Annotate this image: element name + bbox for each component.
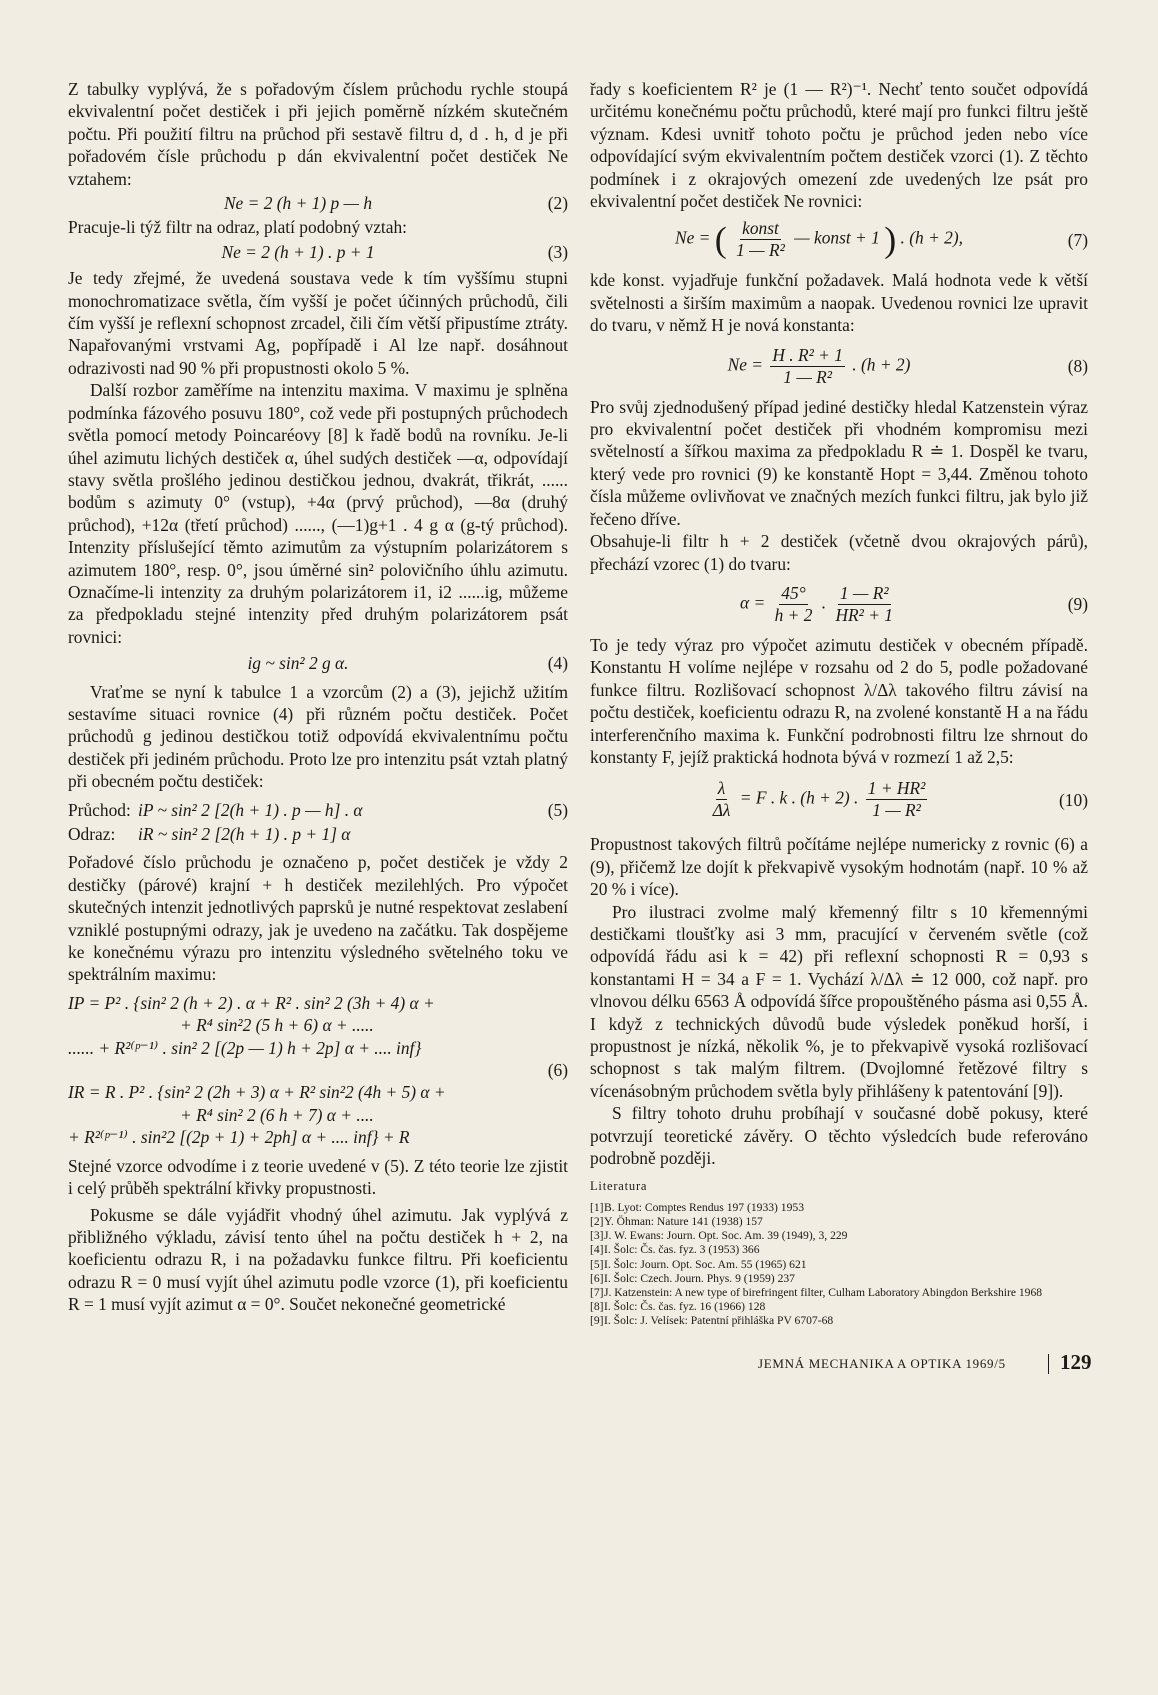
equation-7 <box>590 218 1088 261</box>
equation-line: IP = P² . {sin² 2 (h + 2) . α + R² . sin² 2 (3h + 4) α + <box>68 992 435 1013</box>
equation-5b <box>68 823 568 845</box>
paragraph: Pořadové číslo průchodu je označeno p, počet destiček je vždy 2 destičky (párové) krajní + h destiček mezilehlých. Pro výpočet skutečných intenzit jednotlivých paprsků je nutné respektovat zeslabení vzniklé postupnými odrazy, jak je uvedeno na začátku. Tak dospějeme ke konečnému výrazu pro intenzitu výsledného světelného toku ve spektrálním maximu: <box>68 852 568 985</box>
reference-item: [4] I. Šolc: Čs. čas. fyz. 3 (1953) 366 <box>590 1243 760 1257</box>
equation-10 <box>590 778 1088 821</box>
equation-body: Ne = 2 (h + 1) . p + 1 <box>221 241 375 262</box>
reference-item: [9] I. Šolc: J. Velísek: Patentní přihláška PV 6707-68 <box>590 1314 834 1328</box>
paragraph: Pracuje-li týž filtr na odraz, platí podobný vztah: <box>68 217 408 238</box>
fraction: $\frac{\text{konst}}{\text{1 — R²}}$ <box>736 218 785 261</box>
references-list <box>590 1201 1088 1329</box>
paragraph: Pokusme se dále vyjádřit vhodný úhel azimutu. Jak vyplývá z přibližného výkladu, závisí tento úhel na počtu destiček h + 2, na koeficientu odrazu R, i na požadavku funkce filtru. Při koeficientu odrazu R = 0 musí vyjít úhel azimutu podle vzorce (1), při koeficientu R = 1 musí vyjít azimut α = 0°. Součet nekonečné geometrické <box>68 1204 568 1315</box>
equation-line: + R⁴ sin² 2 (6 h + 7) α + .... <box>180 1104 374 1125</box>
equation-body: α = $\frac{45^\circ}{h + 2}$ . $\frac{\text{1 — R²}}{\text{HR² + 1}}$ <box>739 582 893 625</box>
paragraph: Pro ilustraci zvolme malý křemenný filtr s 10 křemennými destičkami tloušťky asi 3 mm, pracující v červeném světle (což odpovídá řádu asi k = 42) při reflexní schopnosti R = 0,93 s konstantami H = 34 a F = 1. Vychází λ/Δλ ≐ 12 000, což např. pro vlnovou délku 6563 Å odpovídá šířce propouštěného pásma asi 0,55 Å. I když z technických důvodů bude výsledek poněkud horší, i propustnost je nízká, několik %, je to překvapivě vysoká rozlišovací schopnost s tak malým filtrem. (Dvojlomné řetězové filtry s vícenásobným průchodem světla byly přihlášeny k patentování [9]). <box>590 901 1088 1101</box>
paragraph: Vraťme se nyní k tabulce 1 a vzorcům (2) a (3), jejichž užitím sestavíme situaci rovnice (4) při různém počtu destiček. Počet průchodů g jedinou destičkou totiž odpovídá ekvivalentnímu počtu destiček při jediném průchodu. Proto lze pro intenzitu psát vztah platný při obecném počtu destiček: <box>68 681 568 792</box>
equation-body: Ne = ( $\frac{\text{konst}}{\text{1 — R²}}$ — konst + 1 ) . (h + 2), <box>674 218 963 261</box>
reference-item: [1] B. Lyot: Comptes Rendus 197 (1933) 1953 <box>590 1200 804 1214</box>
paragraph: Další rozbor zaměříme na intenzitu maxima. V maximu je splněna podmínka fázového posuvu 180°, což vede při postupných průchodech světla pomocí metody Poincaréovy [8] k řadě bodů na rovníku. Je-li úhel azimutu lichých destiček α, úhel sudých destiček —α, odpovídají stavy světla prošlého jedinou destičkou jednou, dvakrát, třikrát, ...... bodům s azimuty 0° (vstup), +4α (prvý průchod), —8α (druhý průchod), +12α (třetí průchod) ......, (—1)g+1 . 4 g α (g-tý průchod). Intenzity příslušející těmto azimutům za výstupním polarizátorem s azimutem 180°, resp. 0°, jsou úměrné sin² polovičního úhlu azimutu. Označíme-li intenzity za druhým polarizátorem i1, i2 ......ig, můžeme za předpokladu stejné intenzity před druhým polarizátorem psát rovnici: <box>68 380 568 647</box>
paragraph: Pro svůj zjednodušený případ jediné destičky hledal Katzenstein výraz pro ekvivalentní počet destiček při vhodném kompromisu mezi světelností a šířkou maxima za předpokladu R ≐ 1. Dospěl ke tvaru, který vede pro rovnici (9) ke konstantě Hopt = 3,44. Změnou tohoto čísla můžeme ovlivňovat ve značných mezích funkci filtru, jak bylo již řečeno dříve. <box>590 396 1088 529</box>
left-column <box>68 78 568 1316</box>
equation-line: IR = R . P² . {sin² 2 (2h + 3) α + R² sin²2 (4h + 5) α + <box>68 1082 446 1103</box>
equation-number: (9) <box>1067 594 1088 615</box>
right-column <box>590 78 1088 1329</box>
paragraph: S filtry tohoto druhu probíhají v současné době pokusy, které potvrzují teoretické závěry. O těchto výsledcích bude referováno podrobně později. <box>590 1103 1088 1169</box>
equation-number: (6) <box>547 1060 568 1081</box>
paragraph: To je tedy výraz pro výpočet azimutu destiček v obecném případě. Konstantu H volíme nejlépe v rozsahu od 2 do 5, podle požadované funkce filtru. Rozlišovací schopnost λ/Δλ takového filtru závisí na počtu destiček, koeficientu odrazu R, na zvolené konstantě H a na řádu interferenčního maxima k. Funkční podrobnosti filtru lze shrnout do konstanty F, jejíž praktická hodnota bývá v rozmezí 1 až 2,5: <box>590 634 1088 767</box>
equation-9 <box>590 583 1088 626</box>
equation-6 <box>68 992 568 1149</box>
reference-item: [5] I. Šolc: Journ. Opt. Soc. Am. 55 (1965) 621 <box>590 1257 807 1271</box>
equation-2 <box>68 192 568 214</box>
equation-4 <box>68 652 568 674</box>
paragraph: Obsahuje-li filtr h + 2 destiček (včetně dvou okrajových párů), přechází vzorec (1) do tvaru: <box>590 531 1088 574</box>
equation-body: ig ~ sin² 2 g α. <box>247 653 349 674</box>
paragraph: Stejné vzorce odvodíme i z teorie uvedené v (5). Z této teorie lze zjistit i celý průběh spektrální křivky propustnosti. <box>68 1155 568 1199</box>
fraction: $\frac{\text{1 + HR²}}{\text{1 — R²}}$ <box>867 778 926 821</box>
equation-number: (8) <box>1067 355 1088 376</box>
equation-5a <box>68 799 568 821</box>
equation-number: (2) <box>547 193 568 214</box>
equation-label: Průchod: <box>68 799 131 820</box>
reference-item: [7] J. Katzenstein: A new type of birefringent filter, Culham Laboratory Abingdon Berkshire 1968 <box>590 1286 1043 1300</box>
equation-3 <box>68 241 568 263</box>
equation-line: + R⁴ sin²2 (5 h + 6) α + ..... <box>180 1015 374 1036</box>
journal-footer: JEMNÁ MECHANIKA A OPTIKA 1969/5 <box>758 1356 1006 1371</box>
reference-item: [6] I. Šolc: Czech. Journ. Phys. 9 (1959) 237 <box>590 1271 795 1285</box>
equation-line: + R²⁽ᵖ⁻¹⁾ . sin²2 [(2p + 1) + 2ph] α + .... inf} + R <box>68 1127 410 1148</box>
fraction: $\frac{\text{H . R² + 1}}{\text{1 — R²}}$ <box>772 344 843 387</box>
equation-body: Ne = $\frac{\text{H . R² + 1}}{\text{1 — R²}}$ . (h + 2) <box>727 344 911 387</box>
paragraph: Z tabulky vyplývá, že s pořadovým číslem průchodu rychle stoupá ekvivalentní počet destiček i při jejich poměrně nízkém skutečném počtu. Při použití filtru na průchod při sestavě filtru d, d . h, d je při pořadovém čísle průchodu p dán ekvivalentní počet destiček Ne vztahem: <box>68 79 568 189</box>
reference-item: [2] Y. Öhman: Nature 141 (1938) 157 <box>590 1215 763 1229</box>
reference-item: [8] I. Šolc: Čs. čas. fyz. 16 (1966) 128 <box>590 1300 766 1314</box>
paragraph: Je tedy zřejmé, že uvedená soustava vede k tím vyššímu stupni monochromatizace světla, čím vyšší je počet účinných průchodů, čili čím vyšší je reflexní schopnost zrcadel, čili čím větší připustíme ztráty. Napařovanými vrstvami Ag, popřípadě i Al lze např. dosáhnout odrazivosti nad 90 % při propustnosti okolo 5 %. <box>68 268 568 378</box>
equation-body: Ne = 2 (h + 1) p — h <box>223 193 373 214</box>
references-heading: Literatura <box>590 1179 648 1194</box>
equation-body: $\frac{\lambda}{\Delta\lambda}$ = F . k . (h + 2) . $\frac{\text{1 + HR²}}{\text{1 — R²}}$ <box>712 778 926 821</box>
paragraph: řady s koeficientem R² je (1 — R²)⁻¹. Nechť tento součet odpovídá určitému konečnému počtu průchodů, které mají pro funkci filtru ještě význam. Kdesi uvnitř tohoto počtu je průchod jeden nebo více odpovídající svým ekvivalentním počtem destiček vzorci (1). Z těchto podmínek i z okrajových omezení zde uvedených lze psát pro ekvivalentní počet destiček Ne rovnici: <box>590 79 1088 212</box>
equation-8 <box>590 345 1088 388</box>
equation-number: (4) <box>547 653 568 674</box>
reference-item: [3] J. W. Ewans: Journ. Opt. Soc. Am. 39 (1949), 3, 229 <box>590 1229 848 1243</box>
page-number: 129 <box>1060 1350 1092 1374</box>
fraction: $\frac{45^\circ}{h + 2}$ <box>774 582 813 625</box>
equation-line: ...... + R²⁽ᵖ⁻¹⁾ . sin² 2 [(2p — 1) h + 2p] α + .... inf} <box>68 1037 422 1058</box>
fraction: $\frac{\text{1 — R²}}{\text{HR² + 1}}$ <box>835 582 893 625</box>
equation-label: Odraz: <box>68 824 116 844</box>
fraction: $\frac{\lambda}{\Delta\lambda}$ <box>712 778 731 821</box>
equation-number: (3) <box>547 241 568 262</box>
equation-number: (7) <box>1067 229 1088 250</box>
footer-divider <box>1048 1354 1049 1374</box>
equation-body: iP ~ sin² 2 [2(h + 1) . p — h] . α <box>138 799 363 820</box>
equation-number: (5) <box>547 799 568 820</box>
equation-body: iR ~ sin² 2 [2(h + 1) . p + 1] α <box>138 824 351 844</box>
equation-number: (10) <box>1059 789 1088 810</box>
paragraph: kde konst. vyjadřuje funkční požadavek. Malá hodnota vede k větší světelnosti a širším maximům a naopak. Uvedenou rovnici lze upravit do tvaru, v němž H je nová konstanta: <box>590 270 1088 336</box>
paragraph: Propustnost takových filtrů počítáme nejlépe numericky z rovnic (6) a (9), přičemž lze dojít k překvapivě vysokým hodnotám (např. 10 % až 20 % i více). <box>590 834 1088 900</box>
